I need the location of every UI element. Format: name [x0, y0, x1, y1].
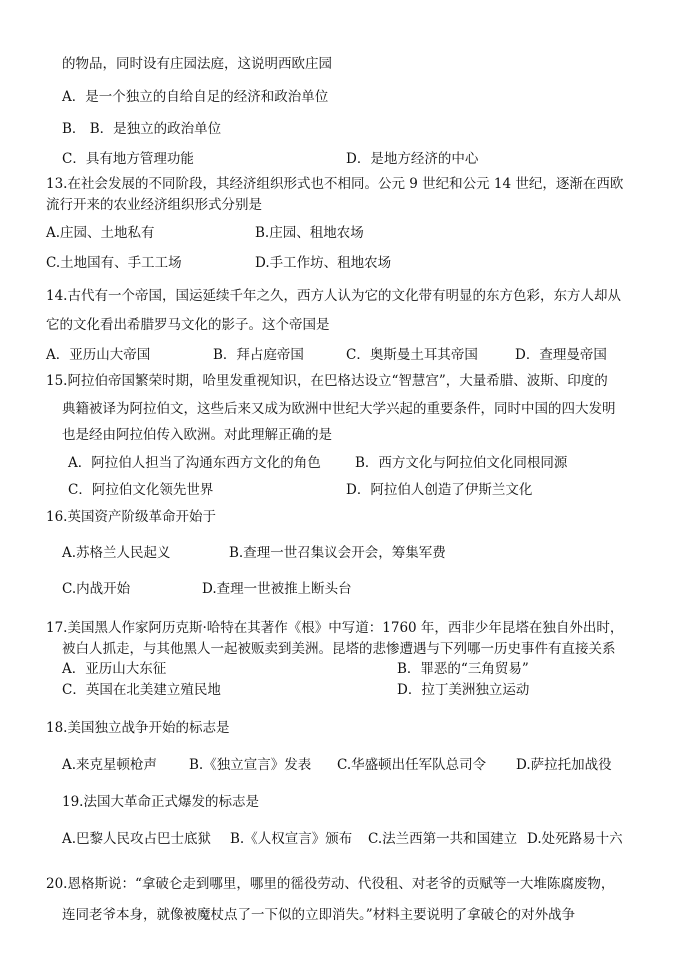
- q13-stem-line1: 13.在社会发展的不同阶段，其经济组织形式也不相同。公元 9 世纪和公元 14 世纪，逐渐在西欧: [46, 176, 624, 192]
- q12-option-b: B． B．是独立的政治单位: [62, 121, 222, 137]
- q13-option-b: B.庄园、租地农场: [255, 225, 364, 241]
- q16-option-b: B.查理一世召集议会开会，筹集军费: [229, 545, 446, 561]
- q15-option-a: A．阿拉伯人担当了沟通东西方文化的角色: [68, 455, 321, 471]
- q17-option-b: B．罪恶的“三角贸易”: [397, 661, 529, 677]
- q15-stem-line2: 典籍被译为阿拉伯文，这些后来又成为欧洲中世纪大学兴起的重要条件，同时中国的四大发明: [62, 401, 616, 417]
- q14-option-c: C．奥斯曼土耳其帝国: [346, 347, 478, 363]
- q17-option-c: C．英国在北美建立殖民地: [62, 682, 221, 698]
- q14-option-b: B．拜占庭帝国: [213, 347, 304, 363]
- q16-stem: 16.英国资产阶级革命开始于: [46, 509, 216, 525]
- q18-option-c: C.华盛顿出任军队总司令: [337, 757, 487, 773]
- q13-option-d: D.手工作坊、租地农场: [255, 255, 392, 271]
- q12-option-a: A．是一个独立的自给自足的经济和政治单位: [62, 89, 329, 105]
- q13-option-c: C.土地国有、手工工场: [46, 255, 182, 271]
- q15-stem-line1: 15.阿拉伯帝国繁荣时期，哈里发重视知识，在巴格达设立“智慧宫”，大量希腊、波斯、印度的: [46, 373, 608, 389]
- q19-option-a: A.巴黎人民攻占巴士底狱: [62, 831, 212, 847]
- q14-stem-line1: 14.古代有一个帝国，国运延续千年之久，西方人认为它的文化带有明显的东方色彩，东方人却从: [46, 288, 621, 304]
- q17-option-d: D．拉丁美洲独立运动: [397, 682, 530, 698]
- q14-option-d: D．查理曼帝国: [515, 347, 607, 363]
- q15-stem-line3: 也是经由阿拉伯传入欧洲。对此理解正确的是: [62, 427, 332, 443]
- q15-option-d: D．阿拉伯人创造了伊斯兰文化: [346, 482, 533, 498]
- q12-stem-continuation: 的物品，同时设有庄园法庭，这说明西欧庄园: [62, 56, 332, 72]
- q19-option-d: D.处死路易十六: [527, 831, 623, 847]
- q15-option-c: C．阿拉伯文化领先世界: [68, 482, 214, 498]
- q19-stem: 19.法国大革命正式爆发的标志是: [62, 794, 259, 810]
- q19-option-b: B.《人权宣言》颁布: [230, 831, 353, 847]
- q16-option-c: C.内战开始: [62, 581, 131, 597]
- q19-option-c: C.法兰西第一共和国建立: [368, 831, 518, 847]
- q20-stem-line1: 20.恩格斯说：“拿破仑走到哪里，哪里的徭役劳动、代役租、对老爷的贡赋等一大堆陈腐废物，: [46, 876, 615, 892]
- q18-stem: 18.美国独立战争开始的标志是: [46, 720, 230, 736]
- q12-option-d: D．是地方经济的中心: [346, 151, 479, 167]
- q14-option-a: A．亚历山大帝国: [46, 347, 151, 363]
- q16-option-d: D.查理一世被推上断头台: [202, 581, 352, 597]
- q13-option-a: A.庄园、土地私有: [46, 225, 155, 241]
- q12-option-c: C．具有地方管理功能: [62, 151, 194, 167]
- q18-option-b: B.《独立宣言》发表: [189, 757, 312, 773]
- q17-option-a: A．亚历山大东征: [62, 661, 167, 677]
- q18-option-d: D.萨拉托加战役: [516, 757, 612, 773]
- q20-stem-line2: 连同老爷本身，就像被魔杖点了一下似的立即消失。”材料主要说明了拿破仑的对外战争: [62, 907, 576, 923]
- q17-stem-line2: 被白人抓走，与其他黑人一起被贩卖到美洲。昆塔的悲惨遭遇与下列哪一历史事件有直接关系: [62, 641, 616, 657]
- q18-option-a: A.来克星顿枪声: [62, 757, 158, 773]
- q14-stem-line2: 它的文化看出希腊罗马文化的影子。这个帝国是: [46, 317, 330, 333]
- q13-stem-line2: 流行开来的农业经济组织形式分别是: [46, 197, 262, 213]
- q17-stem-line1: 17.美国黑人作家阿历克斯·哈特在其著作《根》中写道：1760 年，西非少年昆塔在独自外出时，: [46, 620, 624, 636]
- q16-option-a: A.苏格兰人民起义: [62, 545, 171, 561]
- q15-option-b: B．西方文化与阿拉伯文化同根同源: [355, 455, 568, 471]
